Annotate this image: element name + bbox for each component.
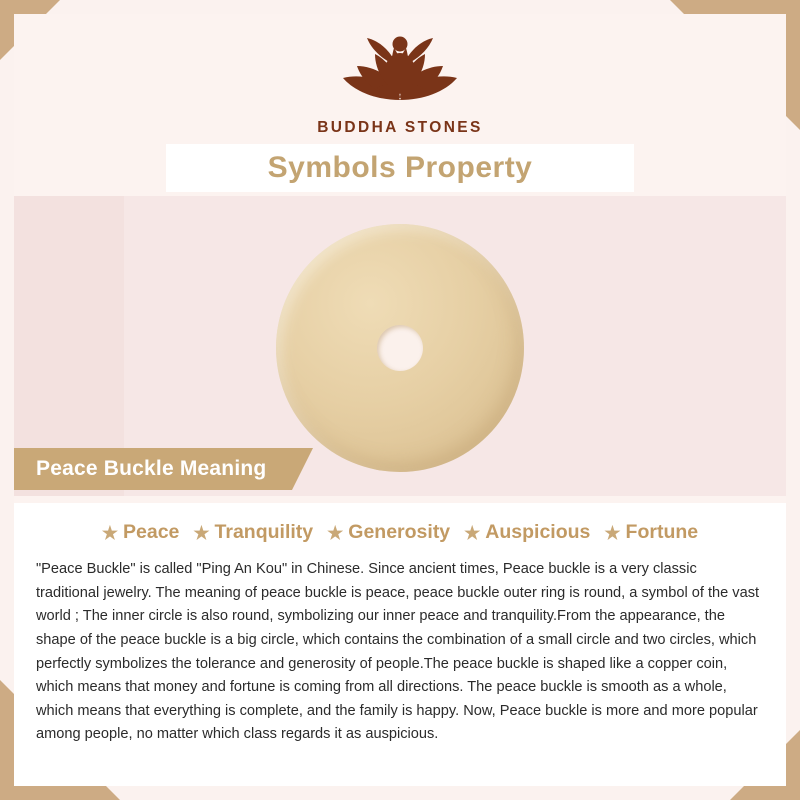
keyword-label: Peace (123, 521, 180, 543)
star-icon: ★ (464, 522, 481, 543)
section-ribbon-label: Peace Buckle Meaning (36, 457, 267, 480)
keyword-item-auspicious (464, 521, 590, 544)
page-title-bar (166, 144, 634, 192)
keyword-item-fortune (604, 521, 698, 544)
star-icon: ★ (193, 522, 210, 543)
star-icon: ★ (327, 522, 344, 543)
keyword-label: Auspicious (485, 521, 591, 543)
keyword-item-peace (102, 521, 180, 544)
keyword-item-generosity (327, 521, 450, 544)
keyword-item-tranquility (193, 521, 313, 544)
brand-name: BUDDHA STONES (317, 119, 483, 136)
peace-buckle-donut (276, 224, 524, 472)
brand-logo (0, 22, 800, 137)
page-title: Symbols Property (267, 151, 533, 184)
lotus-meditation-icon (315, 22, 485, 117)
description-paragraph: "Peace Buckle" is called "Ping An Kou" in Chinese. Since ancient times, Peace buckle is a very classic traditional jewelry. The meaning of peace buckle is peace, peace buckle outer ring is round, a symbol of the vast world ; The inner circle is also round, symbolizing our inner peace and tranquility.From the appearance, the shape of the peace buckle is a big circle, which contains the combination of a small circle and two circles, which perfectly symbolizes the tolerance and generosity of people.The peace buckle is shaped like a copper coin, which means that money and fortune is coming from all directions. The peace buckle is smooth as a whole, which means that everything is complete, and the family is happy. Now, Peace buckle is more and more popular among people, no matter which class regards it as auspicious. (36, 561, 760, 743)
hero-image (0, 224, 800, 472)
keyword-label: Fortune (625, 521, 699, 543)
description-card (14, 503, 786, 786)
star-icon: ★ (604, 522, 621, 543)
star-icon: ★ (101, 522, 118, 543)
keyword-label: Generosity (348, 521, 451, 543)
peace-buckle-inner-hole (377, 325, 423, 371)
section-ribbon (14, 448, 292, 490)
keyword-list (36, 521, 764, 544)
keyword-label: Tranquility (214, 521, 314, 543)
